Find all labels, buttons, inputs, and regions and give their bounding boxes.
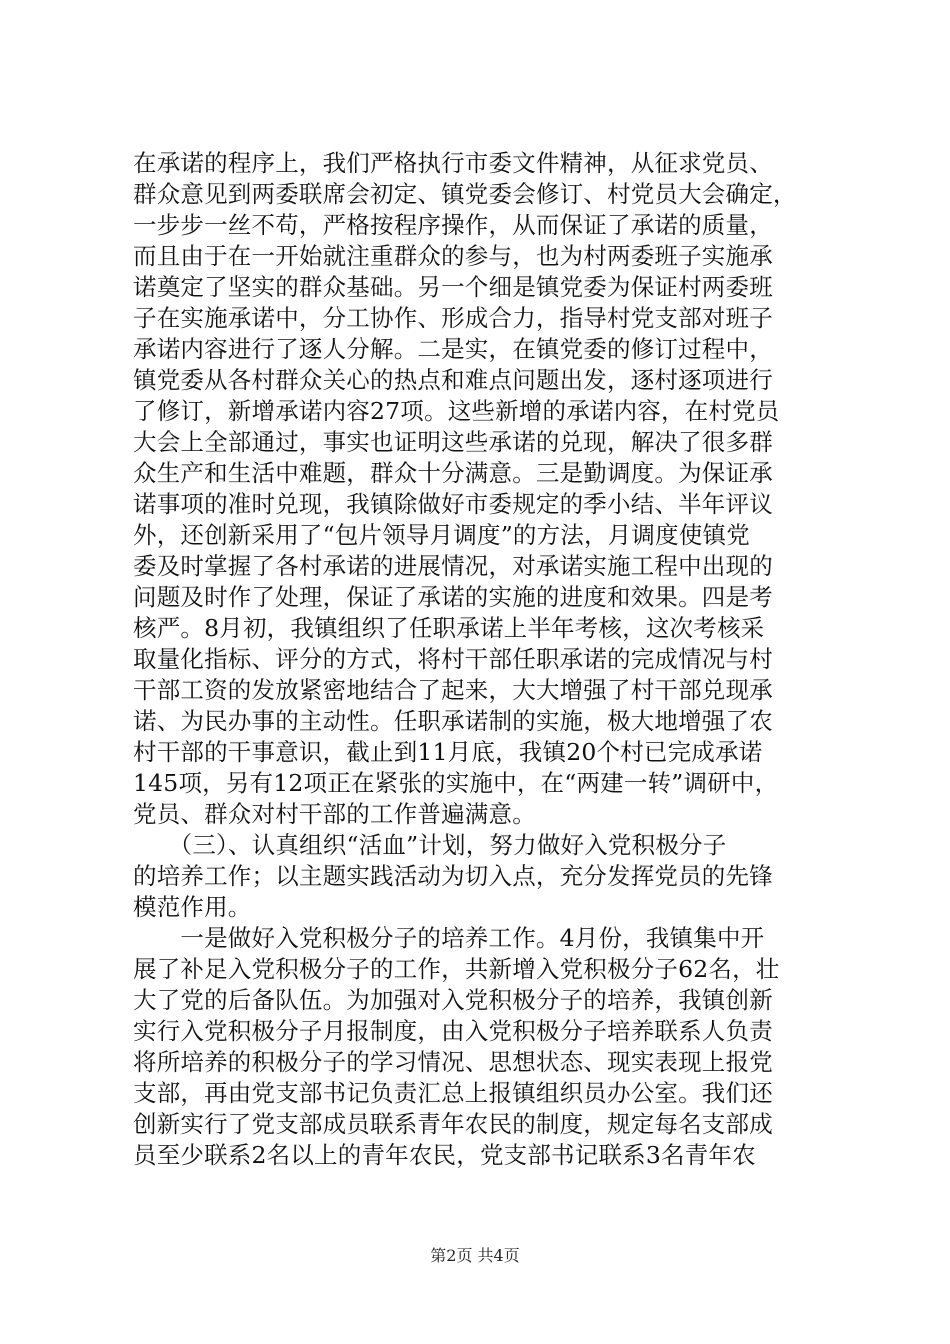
text-line: 在承诺的程序上，我们严格执行市委文件精神，从征求党员、 bbox=[133, 149, 773, 177]
text-line: 将所培养的积极分子的学习情况、思想状态、现实表现上报党 bbox=[133, 1048, 773, 1076]
text-line: 而且由于在一开始就注重群众的参与，也为村两委班子实施承 bbox=[133, 242, 773, 270]
text-line: 镇党委从各村群众关心的热点和难点问题出发，逐村逐项进行 bbox=[133, 366, 773, 394]
text-line: 一是做好入党积极分子的培养工作。4月份，我镇集中开 bbox=[133, 924, 765, 952]
text-line: 党员、群众对村干部的工作普遍满意。 bbox=[133, 800, 536, 828]
text-line: 模范作用。 bbox=[133, 893, 252, 921]
text-line: 的培养工作；以主题实践活动为切入点，充分发挥党员的先锋 bbox=[133, 862, 773, 890]
text-line: 众生产和生活中难题，群众十分满意。三是勤调度。为保证承 bbox=[133, 459, 773, 487]
text-line: 诺事项的准时兑现，我镇除做好市委规定的季小结、半年评议 bbox=[133, 490, 773, 518]
text-line: 一步步一丝不苟，严格按程序操作，从而保证了承诺的质量， bbox=[133, 211, 773, 239]
text-line: 干部工资的发放紧密地结合了起来，大大增强了村干部兑现承 bbox=[133, 676, 773, 704]
text-line: （三）、认真组织“活血”计划，努力做好入党积极分子 bbox=[133, 831, 727, 859]
text-line: 群众意见到两委联席会初定、镇党委会修订、村党员大会确定， bbox=[133, 180, 797, 208]
text-line: 核严。8月初，我镇组织了任职承诺上半年考核，这次考核采 bbox=[133, 614, 765, 642]
text-line: 子在实施承诺中，分工协作、形成合力，指导村党支部对班子 bbox=[133, 304, 773, 332]
text-line: 问题及时作了处理，保证了承诺的实施的进度和效果。四是考 bbox=[133, 583, 773, 611]
text-line: 诺奠定了坚实的群众基础。另一个细是镇党委为保证村两委班 bbox=[133, 273, 773, 301]
text-line: 实行入党积极分子月报制度，由入党积极分子培养联系人负责 bbox=[133, 1017, 773, 1045]
text-line: 创新实行了党支部成员联系青年农民的制度，规定每名支部成 bbox=[133, 1110, 773, 1138]
text-line: 委及时掌握了各村承诺的进展情况，对承诺实施工程中出现的 bbox=[133, 552, 773, 580]
document-body bbox=[133, 148, 835, 1171]
text-line: 员至少联系2名以上的青年农民，党支部书记联系3名青年农 bbox=[133, 1141, 756, 1169]
text-line: 诺、为民办事的主动性。任职承诺制的实施，极大地增强了农 bbox=[133, 707, 773, 735]
text-line: 展了补足入党积极分子的工作，共新增入党积极分子62名，壮 bbox=[133, 955, 780, 983]
text-line: 村干部的干事意识，截止到11月底，我镇20个村已完成承诺 bbox=[133, 738, 763, 766]
text-line: 大了党的后备队伍。为加强对入党积极分子的培养，我镇创新 bbox=[133, 986, 773, 1014]
text-line: 外，还创新采用了“包片领导月调度”的方法，月调度使镇党 bbox=[133, 521, 750, 549]
text-line: 承诺内容进行了逐人分解。二是实，在镇党委的修订过程中， bbox=[133, 335, 773, 363]
page-footer: 第2页 共4页 bbox=[430, 1246, 520, 1265]
text-line: 大会上全部通过，事实也证明这些承诺的兑现，解决了很多群 bbox=[133, 428, 773, 456]
text-line: 取量化指标、评分的方式，将村干部任职承诺的完成情况与村 bbox=[133, 645, 773, 673]
text-line: 了修订，新增承诺内容27项。这些新增的承诺内容，在村党员 bbox=[133, 397, 780, 425]
text-line: 支部，再由党支部书记负责汇总上报镇组织员办公室。我们还 bbox=[133, 1079, 773, 1107]
text-line: 145项，另有12项正在紧张的实施中，在“两建一转”调研中， bbox=[133, 769, 779, 797]
